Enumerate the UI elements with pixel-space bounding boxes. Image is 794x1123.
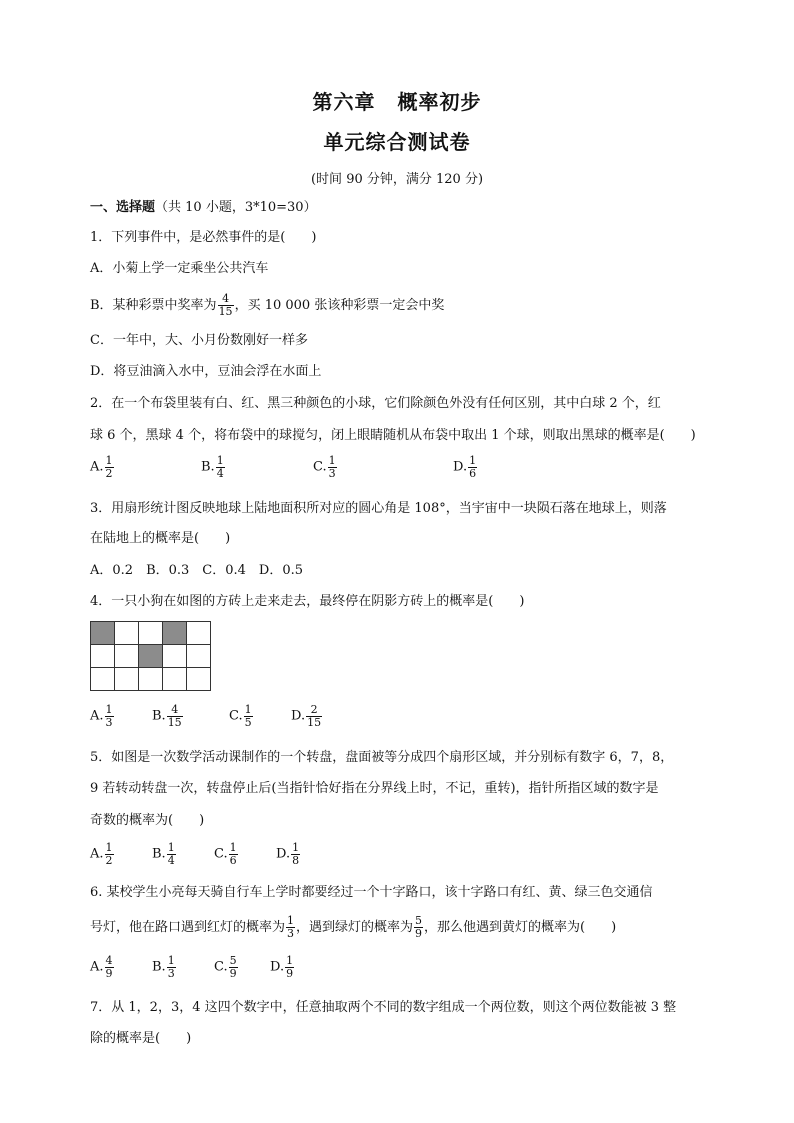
q1-b-fraction	[218, 293, 234, 318]
fraction-denominator: 9	[415, 927, 423, 940]
tile	[90, 644, 115, 668]
fraction-denominator: 9	[229, 967, 237, 980]
fraction-denominator: 4	[167, 854, 175, 867]
q6-line2	[90, 915, 616, 940]
fraction-numerator: 4	[171, 703, 179, 716]
tile-grid-figure	[91, 622, 211, 691]
fraction-denominator: 8	[292, 854, 300, 867]
tile-row	[91, 622, 211, 645]
option-fraction	[105, 842, 114, 867]
q5-option-b	[152, 842, 177, 867]
fraction-denominator: 9	[105, 967, 113, 980]
fraction-numerator: 5	[229, 954, 237, 967]
tile	[114, 621, 139, 645]
fraction-numerator: 1	[105, 703, 113, 716]
q1-option-d: D．将豆油滴入水中，豆油会浮在水面上	[90, 364, 322, 379]
q3-line2: 在陆地上的概率是( )	[90, 531, 231, 546]
fraction-denominator: 15	[218, 305, 233, 318]
option-fraction	[244, 704, 253, 729]
fraction-numerator: 4	[222, 292, 230, 305]
tile	[114, 667, 139, 691]
option-fraction	[229, 955, 238, 980]
option-label: B.	[152, 708, 166, 724]
fraction-denominator: 2	[105, 467, 113, 480]
tile	[114, 644, 139, 668]
q1-b-text-end: ，买 10 000 张该种彩票一定会中奖	[234, 298, 445, 313]
fraction-numerator: 1	[469, 454, 477, 467]
option-label: C.	[313, 459, 327, 475]
fraction-numerator: 2	[310, 703, 318, 716]
test-subtitle: (时间 90 分钟，满分 120 分)	[310, 172, 484, 187]
fraction-numerator: 1	[292, 841, 300, 854]
option-fraction	[105, 704, 114, 729]
option-label: D.	[453, 459, 468, 475]
q6-option-b	[152, 955, 177, 980]
section-title: 一、选择题	[90, 200, 156, 215]
option-fraction	[306, 704, 322, 729]
tile	[162, 667, 187, 691]
q5-option-a	[90, 842, 115, 867]
fraction-numerator: 1	[287, 914, 295, 927]
q6-option-a	[90, 955, 115, 980]
fraction-denominator: 3	[167, 967, 175, 980]
option-label: B.	[152, 959, 166, 975]
q7-line2: 除的概率是( )	[90, 1031, 192, 1046]
option-label: B.	[152, 846, 166, 862]
q6-text-end: ，那么他遇到黄灯的概率为( )	[424, 920, 617, 935]
test-title: 单元综合测试卷	[323, 130, 471, 154]
section-note: （共 10 小题，3*10=30）	[155, 200, 317, 215]
tile-row	[91, 668, 211, 691]
green-light-fraction	[414, 915, 423, 940]
chapter-name: 概率初步	[397, 90, 482, 114]
option-label: C.	[214, 846, 228, 862]
fraction-numerator: 1	[167, 841, 175, 854]
fraction-numerator: 1	[216, 454, 224, 467]
fraction-denominator: 3	[105, 716, 113, 729]
q7-line1: 7．从 1，2，3，4 这四个数字中，任意抽取两个不同的数字组成一个两位数，则这个两位数能被 3 整	[90, 1000, 677, 1015]
shaded-tile	[90, 621, 115, 645]
tile	[162, 644, 187, 668]
option-label: D.	[276, 846, 291, 862]
fraction-numerator: 5	[415, 914, 423, 927]
q1-stem: 1．下列事件中，是必然事件的是( )	[90, 230, 317, 245]
q2-line1: 2．在一个布袋里装有白、红、黑三种颜色的小球，它们除颜色外没有任何区别，其中白球 2 个，红	[90, 396, 661, 411]
option-fraction	[291, 842, 300, 867]
chapter-number: 第六章	[312, 90, 376, 114]
tile	[186, 667, 211, 691]
q2-line2: 球 6 个，黑球 4 个，将布袋中的球搅匀，闭上眼睛随机从布袋中取出 1 个球，则取出黑球的概率是( )	[90, 428, 696, 443]
fraction-numerator: 1	[328, 454, 336, 467]
fraction-numerator: 1	[167, 954, 175, 967]
q2-option-d	[453, 455, 478, 480]
q6-line1: 6. 某校学生小亮每天骑自行车上学时都要经过一个十字路口，该十字路口有红、黄、绿三色交通信	[90, 885, 653, 900]
q3-options: A．0.2 B．0.3 C．0.4 D．0.5	[90, 563, 304, 578]
q5-line2: 9 若转动转盘一次，转盘停止后(当指针恰好指在分界线上时，不记，重转)，指针所指区域的数字是	[90, 781, 659, 796]
q2-option-c	[313, 455, 338, 480]
fraction-denominator: 3	[328, 467, 336, 480]
q4-option-c	[229, 704, 254, 729]
q2-option-b	[201, 455, 226, 480]
q2-option-a	[90, 455, 115, 480]
tile	[138, 667, 163, 691]
tile-row	[91, 645, 211, 668]
fraction-denominator: 6	[469, 467, 477, 480]
option-label: A.	[90, 708, 104, 724]
option-label: D.	[291, 708, 306, 724]
fraction-denominator: 15	[167, 716, 182, 729]
option-fraction	[167, 842, 176, 867]
option-fraction	[167, 704, 183, 729]
option-fraction	[105, 955, 114, 980]
q6-option-c	[214, 955, 239, 980]
fraction-denominator: 15	[307, 716, 322, 729]
option-fraction	[468, 455, 477, 480]
q5-line3: 奇数的概率为( )	[90, 813, 205, 828]
fraction-numerator: 1	[105, 841, 113, 854]
q6-text-mid: ，遇到绿灯的概率为	[296, 920, 414, 935]
option-label: A.	[90, 959, 104, 975]
chapter-title	[0, 86, 794, 115]
fraction-denominator: 9	[286, 967, 294, 980]
tile	[186, 621, 211, 645]
q1-option-c: C．一年中，大、小月份数刚好一样多	[90, 333, 308, 348]
option-label: B.	[201, 459, 215, 475]
option-fraction	[328, 455, 337, 480]
option-fraction	[229, 842, 238, 867]
fraction-numerator: 1	[244, 703, 252, 716]
fraction-denominator: 6	[229, 854, 237, 867]
q4-option-d	[291, 704, 323, 729]
option-label: A.	[90, 846, 104, 862]
q5-option-d	[276, 842, 301, 867]
option-fraction	[167, 955, 176, 980]
shaded-tile	[162, 621, 187, 645]
shaded-tile	[138, 644, 163, 668]
tile	[186, 644, 211, 668]
tile	[90, 667, 115, 691]
fraction-numerator: 1	[105, 454, 113, 467]
q6-text: 号灯，他在路口遇到红灯的概率为	[90, 920, 286, 935]
fraction-denominator: 2	[105, 854, 113, 867]
section-heading	[90, 199, 317, 217]
option-label: D.	[270, 959, 285, 975]
fraction-denominator: 4	[216, 467, 224, 480]
option-fraction	[216, 455, 225, 480]
q4-option-b	[152, 704, 184, 729]
q4-option-a	[90, 704, 115, 729]
q1-b-text: B．某种彩票中奖率为	[90, 298, 217, 313]
option-fraction	[285, 955, 294, 980]
fraction-denominator: 3	[287, 927, 295, 940]
q3-line1: 3．用扇形统计图反映地球上陆地面积所对应的圆心角是 108°，当宇宙中一块陨石落在地球上，则落	[90, 501, 667, 516]
q1-option-b	[90, 293, 444, 318]
fraction-numerator: 1	[286, 954, 294, 967]
q6-option-d	[270, 955, 295, 980]
q5-option-c	[214, 842, 239, 867]
tile	[138, 621, 163, 645]
option-fraction	[105, 455, 114, 480]
fraction-numerator: 4	[105, 954, 113, 967]
q4-stem: 4．一只小狗在如图的方砖上走来走去，最终停在阴影方砖上的概率是( )	[90, 594, 525, 609]
option-label: C.	[229, 708, 243, 724]
red-light-fraction	[286, 915, 295, 940]
option-label: A.	[90, 459, 104, 475]
q1-option-a: A．小菊上学一定乘坐公共汽车	[90, 261, 269, 276]
fraction-numerator: 1	[229, 841, 237, 854]
q5-line1: 5．如图是一次数学活动课制作的一个转盘，盘面被等分成四个扇形区域，并分别标有数字 6，7，8，	[90, 750, 674, 765]
option-label: C.	[214, 959, 228, 975]
fraction-denominator: 5	[244, 716, 252, 729]
